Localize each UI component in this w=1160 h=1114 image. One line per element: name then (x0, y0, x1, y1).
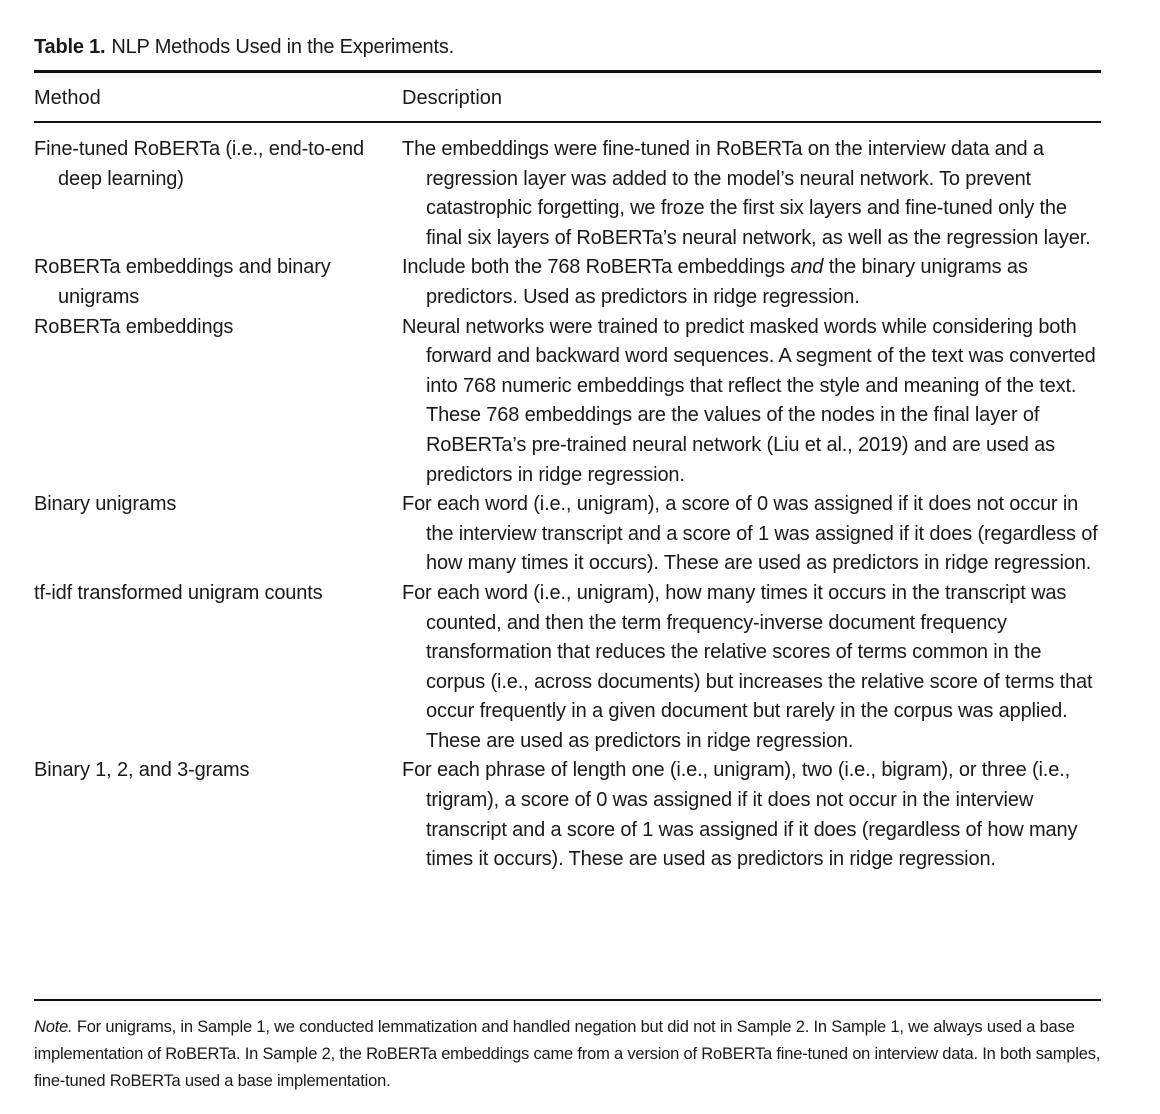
method-cell: Fine-tuned RoBERTa (i.e., end-to-end deep learning) (34, 138, 364, 190)
table-row (34, 313, 1104, 491)
description-cell: For each phrase of length one (i.e., unigram), two (i.e., bigram), or three (i.e., trigram), a score of 0 was assigned if it does not occur in the interview transcript and a score of 1 was assigned if it does (regardless of how many times it occurs). These are used as predictors in ridge regression. (402, 759, 1078, 871)
table-caption (34, 34, 454, 60)
description-cell: For each word (i.e., unigram), how many times it occurs in the transcript was counted, and then the term frequency-inverse document frequency transformation that reduces the relative scores of terms common in the corpus (i.e., across documents) but increases the relative score of terms that occur frequently in a given document but rarely in the corpus was applied. These are used as predictors in ridge regression. (402, 581, 1093, 752)
table-row (34, 579, 1104, 757)
description-text: the binary unigrams as predictors. Used as predictors in ridge regression. (426, 256, 1028, 308)
table-row (34, 756, 1104, 874)
method-cell: tf-idf transformed unigram counts (34, 581, 323, 604)
table-body (34, 135, 1104, 875)
method-cell: Binary 1, 2, and 3-grams (34, 759, 250, 782)
description-cell: The embeddings were fine-tuned in RoBERTa on the interview data and a regression layer was added to the model’s neural network. To prevent catastrophic forgetting, we froze the first six layers and fine-tuned only the final six layers of RoBERTa’s neural network, as well as the regression layer. (402, 138, 1091, 249)
note-lead: Note. (34, 1018, 73, 1036)
table-row (34, 135, 1104, 253)
note-text: For unigrams, in Sample 1, we conducted lemmatization and handled negation but did not in Sample 2. In Sample 1, we always used a base implementation of RoBERTa. In Sample 2, the RoBERTa embeddings came from a version of RoBERTa fine-tuned on interview data. In both samples, fine-tuned RoBERTa used a base implementation. (34, 1018, 1101, 1090)
description-cell (402, 253, 1104, 312)
table-row (34, 490, 1104, 579)
table-row (34, 253, 1104, 312)
method-cell: Binary unigrams (34, 493, 177, 516)
description-cell: Neural networks were trained to predict masked words while considering both forward and backward word sequences. A segment of the text was converted into 768 numeric embeddings that reflect the style and meaning of the text. These 768 embeddings are the values of the nodes in the final layer of RoBERTa’s pre-trained neural network (Liu et al., 2019) and are used as predictors in ridge regression. (402, 315, 1096, 486)
description-text: Include both the 768 RoBERTa embeddings (402, 256, 791, 279)
column-header-method: Method (34, 87, 101, 109)
method-cell: RoBERTa embeddings and binary unigrams (34, 256, 331, 308)
description-emphasis: and (790, 256, 824, 279)
table-note (34, 1014, 1114, 1095)
table-title: NLP Methods Used in the Experiments. (111, 36, 454, 58)
method-cell: RoBERTa embeddings (34, 315, 234, 338)
bottom-rule (34, 999, 1101, 1001)
table-label: Table 1. (34, 36, 106, 58)
description-cell: For each word (i.e., unigram), a score of 0 was assigned if it does not occur in the interview transcript and a score of 1 was assigned if it does (regardless of how many times it occurs). These are used as predictors in ridge regression. (402, 493, 1098, 575)
top-rule (34, 70, 1101, 73)
column-header-description: Description (402, 87, 503, 109)
header-rule (34, 121, 1101, 123)
